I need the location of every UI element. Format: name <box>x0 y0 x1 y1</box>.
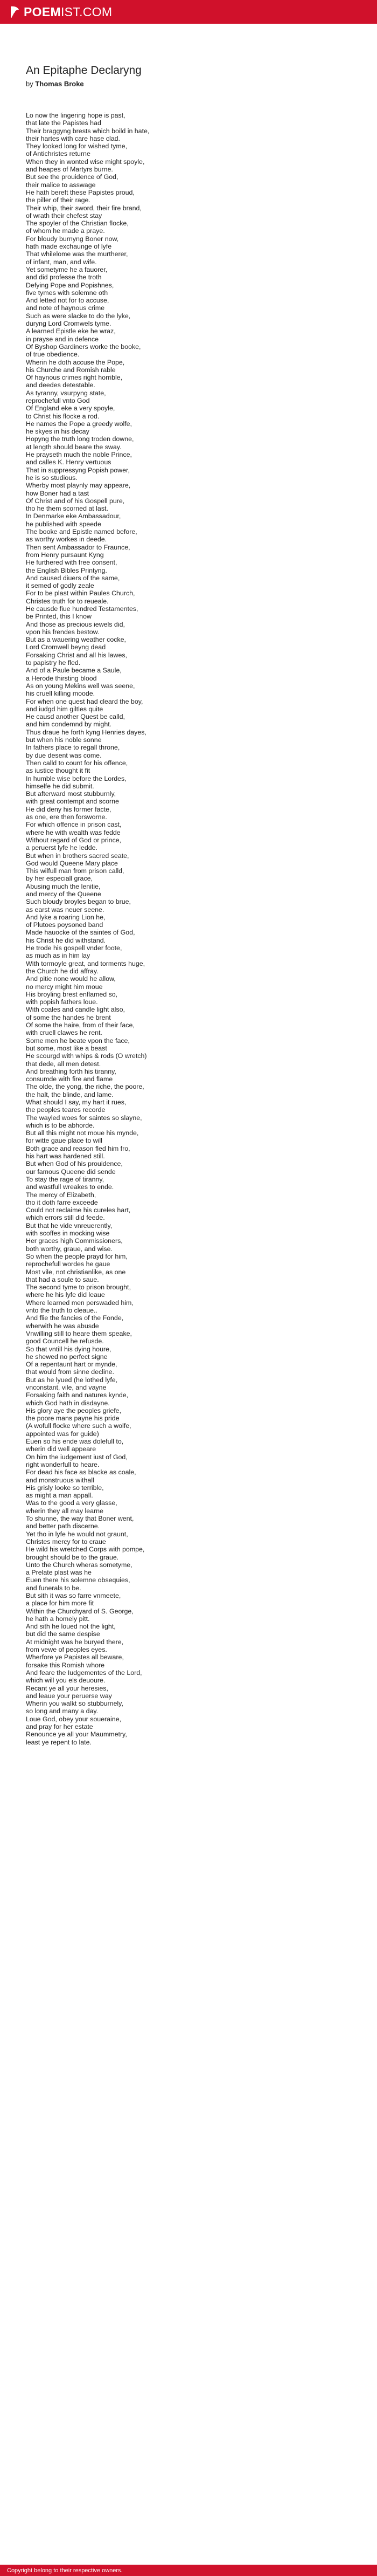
poem-line: Loue God, obey your soueraine, <box>26 1715 122 1723</box>
poem-line: and leaue your peruerse way <box>26 1692 112 1700</box>
poem-line: his hart was hardened still. <box>26 1152 105 1160</box>
logo-text-light: IST.COM <box>60 4 113 19</box>
poem-line: and mercy of the Queene <box>26 890 101 898</box>
poem-line: he published with speede <box>26 520 101 528</box>
poem-line: of Antichristes returne <box>26 150 90 158</box>
poem-line: He causde fiue hundred Testamentes, <box>26 605 138 613</box>
poem-line: But that he vide vnreuerently, <box>26 1221 113 1229</box>
poem-line: And flie the fancies of the Fonde, <box>26 1314 124 1322</box>
poem-line: that dede, all men detest. <box>26 1060 101 1068</box>
poem-line: Then sent Ambassador to Fraunce, <box>26 543 130 551</box>
poem-line: Vnwilling still to heare them speake, <box>26 1329 132 1337</box>
poem-line: For dead his face as blacke as coale, <box>26 1468 136 1476</box>
poem-line: Some men he beate vpon the face, <box>26 1036 130 1045</box>
byline-label: by <box>26 80 33 88</box>
poem-line: His grisly looke so terrible, <box>26 1483 104 1492</box>
poem-line: and deedes detestable. <box>26 381 95 389</box>
poem-line: With tormoyle great, and torments huge, <box>26 959 145 967</box>
poem-line: That in suppressyng Popish power, <box>26 466 130 474</box>
poem-line: his Christ he did withstand. <box>26 936 106 944</box>
poem-line: But see the prouidence of God, <box>26 173 118 181</box>
poem-line: God would Queene Mary place <box>26 859 118 867</box>
poem-line: The spoyler of the Christian flocke, <box>26 219 129 228</box>
poem-line: be Printed, this I know <box>26 613 92 621</box>
poem-line: Abusing much the lenitie, <box>26 882 101 890</box>
poem-line: Most vile, not christianlike, as one <box>26 1268 126 1276</box>
poem-line: and pray for her estate <box>26 1723 93 1731</box>
poem-line: To shunne, the way that Boner went, <box>26 1515 134 1523</box>
poem-line: five tymes with solemne oth <box>26 288 108 297</box>
poem-line: For when one quest had cleard the boy, <box>26 697 143 705</box>
poem-line: Of Byshop Gardiners worke the booke, <box>26 342 141 351</box>
poem-line: (A wofull flocke where such a wolfe, <box>26 1422 131 1430</box>
poem-line: For which offence in prison cast, <box>26 821 122 829</box>
poem-line: a place for him more fit <box>26 1599 94 1608</box>
poem-line: His broyling brest enflamed so, <box>26 990 118 998</box>
quill-icon <box>9 5 20 19</box>
poem-line: which will you els deuoure. <box>26 1677 106 1685</box>
poem-line: Of Christ and of his Gospell pure, <box>26 497 125 505</box>
poem-line: and funerals to be. <box>26 1584 81 1592</box>
poem-line: which God hath in disdayne. <box>26 1399 110 1407</box>
poem-line: Within the Churchyard of S. George, <box>26 1607 134 1615</box>
poem-line: Forsaking Christ and all his lawes, <box>26 651 128 659</box>
author-name: Thomas Broke <box>35 80 84 88</box>
poem-line: But sith it was so farre vnmeete, <box>26 1592 121 1599</box>
poem-line: Euen there his solemne obsequies, <box>26 1576 130 1584</box>
poem-line: Forsaking faith and natures kynde, <box>26 1391 129 1399</box>
poem-line: good Councell he refusde. <box>26 1337 104 1345</box>
poem-line: This wilfull man from prison calld, <box>26 867 124 875</box>
poem-line: Their whip, their sword, their fire brand, <box>26 204 142 212</box>
poem-line: with scoffes in mocking wise <box>26 1229 110 1238</box>
poem-line: In Denmarke eke Ambassadour, <box>26 512 121 520</box>
poem-line: In humble wise before the Lordes, <box>26 774 127 782</box>
poem-line: wherin did well appeare <box>26 1445 96 1453</box>
poem-line: He furthered with free consent, <box>26 559 117 567</box>
poem-line: He names the Pope a greedy wolfe, <box>26 420 132 428</box>
poem-line: wherin they all may learne <box>26 1507 103 1515</box>
poem-line: Of a repentaunt hart or mynde, <box>26 1361 117 1369</box>
poem-line: he shewed no perfect signe <box>26 1352 108 1361</box>
poem-line: He hath bereft these Papistes proud, <box>26 188 135 196</box>
footer-copyright: Copyright belong to their respective owners. <box>7 2567 123 2574</box>
poem-line: As on young Mekins well was seene, <box>26 682 135 690</box>
poem-line: no mercy might him moue <box>26 983 103 991</box>
poem-line: their hartes with care hase clad. <box>26 134 120 142</box>
poem-body <box>26 112 351 1746</box>
poem-line: the Church he did affray. <box>26 967 99 975</box>
poem-line: which is to be abhorde. <box>26 1121 95 1129</box>
poem-line: He scourgd with whips & rods (O wretch) <box>26 1052 147 1060</box>
poem-line: from vewe of peoples eyes. <box>26 1646 107 1654</box>
poem-line: He prayseth much the noble Prince, <box>26 451 132 459</box>
poem-line: and calles K. Henry vertuous <box>26 458 111 466</box>
poem-line: With coales and candle light also, <box>26 1006 125 1014</box>
poem-line: where he with wealth was fedde <box>26 828 121 836</box>
poem-line: Yet sometyme he a fauorer, <box>26 265 108 273</box>
poem-content <box>26 64 351 1746</box>
site-footer <box>0 2565 377 2576</box>
poem-line: that would from sinne decline. <box>26 1368 114 1376</box>
poem-line: Both grace and reason fled him fro, <box>26 1144 130 1152</box>
poem-line: Of some the haire, from of their face, <box>26 1021 135 1029</box>
poem-line: Defying Pope and Popishnes, <box>26 281 114 289</box>
poem-line: of infant, man, and wife. <box>26 258 97 266</box>
poem-line: by due desent was come. <box>26 751 102 759</box>
poem-line: And pitie none would he allow, <box>26 975 116 983</box>
poem-line: hath made exchaunge of lyfe <box>26 243 112 251</box>
poem-line: Wherfore ye Papistes all beware, <box>26 1653 124 1661</box>
poem-line: and did professe the troth <box>26 273 102 281</box>
site-header <box>0 0 377 24</box>
poem-line: with great contempt and scorne <box>26 798 119 806</box>
poem-line: to papistry he fled. <box>26 659 81 667</box>
poem-line: his cruell killing moode. <box>26 690 95 698</box>
poem-line: the peoples teares recorde <box>26 1106 106 1114</box>
poem-line: On him the iudgement iust of God, <box>26 1453 128 1461</box>
poem-line: of wrath their chefest stay <box>26 211 102 219</box>
poem-line: their malice to asswage <box>26 181 96 189</box>
poem-line: from Henry pursaunt Kyng <box>26 551 104 559</box>
poem-line: Hopyng the truth long troden downe, <box>26 435 134 443</box>
poem-line: To stay the rage of tiranny, <box>26 1175 104 1183</box>
poem-line: appointed was for guide) <box>26 1430 99 1438</box>
poem-line: The olde, the yong, the riche, the poore, <box>26 1083 144 1091</box>
poem-line: as much as in him lay <box>26 952 90 960</box>
poem-line: reprochefull vnto God <box>26 396 90 404</box>
poem-line: and wastfull wreakes to ende. <box>26 1183 114 1191</box>
poem-line: for witte gaue place to will <box>26 1137 102 1145</box>
poem-line: Their braggyng brests which boild in hate, <box>26 127 150 135</box>
poem-line: Without regard of God or prince, <box>26 836 121 844</box>
poem-line: Made hauocke of the saintes of God, <box>26 929 135 937</box>
poem-line: the English Bibles Printyng. <box>26 566 107 574</box>
poem-line: But as he lyued (he lothed lyfe, <box>26 1376 118 1384</box>
site-logo-link[interactable] <box>9 5 112 19</box>
poem-line: a Prelate plast was he <box>26 1569 92 1577</box>
poem-line: by her especiall grace, <box>26 875 93 883</box>
poem-line: vnto the truth to cleaue.. <box>26 1307 97 1315</box>
poem-line: The booke and Epistle named before, <box>26 528 137 536</box>
poem-line: And of a Paule became a Saule, <box>26 667 122 675</box>
poem-line: but did the same despise <box>26 1630 100 1638</box>
poem-line: And those as precious iewels did, <box>26 620 125 628</box>
poem-line: For to be plast within Paules Church, <box>26 589 135 597</box>
poem-line: and heapes of Martyrs burne. <box>26 166 113 174</box>
poem-line: The mercy of Elizabeth, <box>26 1191 96 1199</box>
poem-line: and iudgd him giltles quite <box>26 705 103 713</box>
poem-line: the poore mans payne his pride <box>26 1414 120 1423</box>
poem-line: They looked long for wished tyme, <box>26 142 128 150</box>
poem-line: The second tyme to prison brought, <box>26 1283 131 1292</box>
poem-line: Recant ye all your heresies, <box>26 1684 108 1692</box>
poem-line: he is so studious. <box>26 473 78 482</box>
poem-line: with cruell clawes he rent. <box>26 1029 102 1037</box>
poem-line: Of haynous crimes right horrible, <box>26 374 123 382</box>
poem-line: But when God of his prouidence, <box>26 1160 123 1168</box>
poem-line: as might a man appall. <box>26 1492 93 1500</box>
poem-line: of true obedience. <box>26 351 80 359</box>
poem-line: which errors still did feede. <box>26 1214 105 1222</box>
poem-line: Of England eke a very spoyle, <box>26 404 115 413</box>
poem-line: at length should beare the sway. <box>26 443 122 451</box>
poem-line: Wherby most playnly may appeare, <box>26 482 131 490</box>
poem-line: Yet tho in lyfe he would not graunt, <box>26 1530 128 1538</box>
poem-line: vnconstant, vile, and vayne <box>26 1383 107 1391</box>
poem-line: a peruerst lyfe he ledde. <box>26 844 97 852</box>
poem-line: forsake this Romish whore <box>26 1661 104 1669</box>
poem-line: Was to the good a very glasse, <box>26 1499 117 1507</box>
poem-line: In fathers place to regall throne, <box>26 744 120 752</box>
poem-line: right wonderfull to heare. <box>26 1460 100 1468</box>
poem-line: Lo now the lingering hope is past, <box>26 112 125 119</box>
poem-line: And sith he loued not the light, <box>26 1623 116 1631</box>
poem-line: least ye repent to late. <box>26 1738 92 1746</box>
poem-line: but when his noble sonne <box>26 736 102 744</box>
poem-line: but some, most like a beast <box>26 1044 107 1052</box>
poem-line: Wherin he doth accuse the Pope, <box>26 358 125 366</box>
poem-line: how Boner had a tast <box>26 489 89 497</box>
poem-line: in prayse and in defence <box>26 335 99 343</box>
poem-line: tho it doth farre exceede <box>26 1198 98 1206</box>
poem-line: with popish fathers loue. <box>26 998 98 1006</box>
logo-text-bold: POEM <box>24 4 61 19</box>
poem-line: it semed of godly zeale <box>26 582 94 590</box>
poem-line: Unto the Church wheras sometyme, <box>26 1561 132 1569</box>
poem-line: Her graces high Commissioners, <box>26 1237 123 1245</box>
poem-line: a Herode thirsting blood <box>26 674 97 682</box>
poem-line: so long and many a day. <box>26 1707 99 1715</box>
poem-line: Christes mercy for to craue <box>26 1537 106 1545</box>
poem-line: So when the people prayd for him, <box>26 1252 128 1260</box>
poem-line: to Christ his flocke a rod. <box>26 412 100 420</box>
poem-line: For bloudy burnyng Boner now, <box>26 235 119 243</box>
poem-line: tho he them scorned at last. <box>26 505 108 513</box>
poem-line: Renounce ye all your Maummetry, <box>26 1730 127 1739</box>
poem-line: Could not reclaime his cureles hart, <box>26 1206 131 1214</box>
poem-line: the piller of their rage. <box>26 196 90 204</box>
poem-line: of whom he made a praye. <box>26 227 105 235</box>
poem-line: As tyranny, vsurpyng state, <box>26 389 106 397</box>
poem-line: A learned Epistle eke he wraz, <box>26 327 116 335</box>
poem-line: And lyke a roaring Lion he, <box>26 913 106 921</box>
poem-line: of some the handes he brent <box>26 1013 111 1021</box>
poem-line: His glory aye the peoples griefe, <box>26 1406 122 1414</box>
poem-line: he hath a homely pitt. <box>26 1615 90 1623</box>
poem-line: wherwith he was abusde <box>26 1322 99 1330</box>
poem-line: And feare the Iudgementes of the Lord, <box>26 1668 142 1677</box>
poem-line: both worthy, graue, and wise. <box>26 1245 113 1253</box>
poem-line: brought should be to the graue. <box>26 1553 119 1561</box>
poem-byline <box>26 80 351 88</box>
poem-line: Lord Cromwell beyng dead <box>26 643 106 651</box>
poem-line: Where learned men perswaded him, <box>26 1299 134 1307</box>
poem-line: and him condemnd by might. <box>26 720 112 729</box>
poem-line: duryng Lord Cromwels tyme. <box>26 320 111 328</box>
poem-line: as worthy workes in deede. <box>26 535 107 544</box>
poem-line: That whilelome was the murtherer, <box>26 250 128 258</box>
poem-line: Euen so his ende was dolefull to, <box>26 1438 124 1446</box>
poem-line: his Churche and Romish rable <box>26 366 116 374</box>
poem-line: himselfe he did submit. <box>26 782 94 790</box>
poem-line: Christes truth for to reueale. <box>26 597 109 605</box>
poem-line: where he his lyfe did leaue <box>26 1291 105 1299</box>
poem-line: and better path discerne. <box>26 1522 100 1530</box>
site-logo-text <box>24 5 112 19</box>
poem-line: he skyes in his decay <box>26 428 89 436</box>
poem-line: So that vntill his dying houre, <box>26 1345 111 1353</box>
poem-line: that had a soule to saue. <box>26 1275 99 1283</box>
poem-line: that late the Papistes had <box>26 119 101 127</box>
poem-line: our famous Queene did sende <box>26 1167 116 1176</box>
poem-line: And letted not for to accuse, <box>26 297 109 305</box>
poem-line: He trode his gospell vnder foote, <box>26 944 122 952</box>
poem-line: And breathing forth his tiranny, <box>26 1067 116 1075</box>
poem-line: the halt, the blinde, and lame. <box>26 1090 114 1098</box>
poem-line: vpon his frendes bestow. <box>26 628 100 636</box>
poem-line: consumde with fire and flame <box>26 1075 113 1083</box>
poem-line: reprochefull wordes he gaue <box>26 1260 110 1268</box>
poem-line: Such as were slacke to do the lyke, <box>26 312 131 320</box>
poem-line: He did deny his former facte, <box>26 805 111 813</box>
poem-line: and note of haynous crime <box>26 304 105 312</box>
poem-line: Then calld to count for his offence, <box>26 759 128 767</box>
poem-line: But all this might not moue his mynde, <box>26 1129 139 1137</box>
poem-line: as iustice thought it fit <box>26 767 90 775</box>
poem-line: But when in brothers sacred seate, <box>26 851 129 860</box>
poem-line: as earst was neuer seene. <box>26 905 104 913</box>
poem-title: An Epitaphe Declaryng <box>26 64 142 77</box>
poem-line: Wherin you walkt so stubburnely, <box>26 1700 123 1708</box>
poem-line: He causd another Quest be calld, <box>26 713 125 721</box>
poem-line: The wayled woes for saintes so slayne, <box>26 1114 142 1122</box>
poem-line: Such bloudy broyles began to brue, <box>26 898 131 906</box>
poem-line: When they in wonted wise might spoyle, <box>26 157 145 166</box>
poem-line: and monstruous withall <box>26 1476 94 1484</box>
poem-line: of Plutoes poysoned band <box>26 921 103 929</box>
poem-line: What should I say, my hart it rues, <box>26 1098 127 1106</box>
poem-line: And caused diuers of the same, <box>26 574 120 582</box>
poem-line: He wild his wretched Corps with pompe, <box>26 1545 145 1554</box>
poem-line: Thus draue he forth kyng Henries dayes, <box>26 728 146 736</box>
poem-line: But as a wauering weather cocke, <box>26 636 126 644</box>
poem-line: as one, ere then forsworne. <box>26 813 107 821</box>
poem-line: At midnight was he buryed there, <box>26 1638 124 1646</box>
poem-line: But afterward most stubburnly, <box>26 790 116 798</box>
